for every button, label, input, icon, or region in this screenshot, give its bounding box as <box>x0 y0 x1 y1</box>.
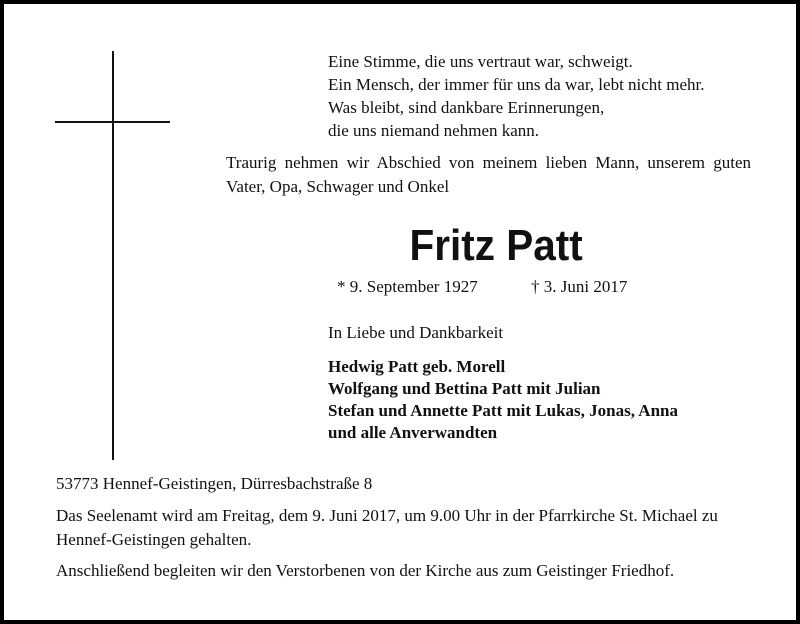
address: 53773 Hennef-Geistingen, Dürresbachstraße 8 <box>56 474 373 493</box>
poem-line: Eine Stimme, die uns vertraut war, schweigt. <box>328 52 633 71</box>
mass-notice: Das Seelenamt wird am Freitag, dem 9. Juni 2017, um 9.00 Uhr in der Pfarrkirche St. Michael zu Hennef-Geistingen gehalten. <box>56 506 718 549</box>
family-list <box>328 356 678 444</box>
birth-date: * 9. September 1927 <box>337 277 478 296</box>
burial-notice: Anschließend begleiten wir den Verstorbenen von der Kirche aus zum Geistinger Friedhof. <box>56 561 675 580</box>
deceased-name-text: Fritz Patt <box>409 221 583 270</box>
poem-line: Ein Mensch, der immer für uns da war, lebt nicht mehr. <box>328 75 705 94</box>
family-member: und alle Anverwandten <box>328 423 498 442</box>
family-member: Wolfgang und Bettina Patt mit Julian <box>328 379 601 398</box>
poem-line: Was bleibt, sind dankbare Erinnerungen, <box>328 98 605 117</box>
death-date: † 3. Juni 2017 <box>531 277 628 296</box>
deceased-name <box>4 220 796 272</box>
poem <box>328 50 705 142</box>
cross-icon-bar <box>55 121 170 123</box>
intro-text: Traurig nehmen wir Abschied von meinem lieben Mann, unserem guten Vater, Opa, Schwager und Onkel <box>226 153 751 196</box>
poem-line: die uns niemand nehmen kann. <box>328 121 540 140</box>
gratitude-line: In Liebe und Dankbarkeit <box>328 323 504 342</box>
family-member: Hedwig Patt geb. Morell <box>328 357 506 376</box>
family-member: Stefan und Annette Patt mit Lukas, Jonas, Anna <box>328 401 678 420</box>
